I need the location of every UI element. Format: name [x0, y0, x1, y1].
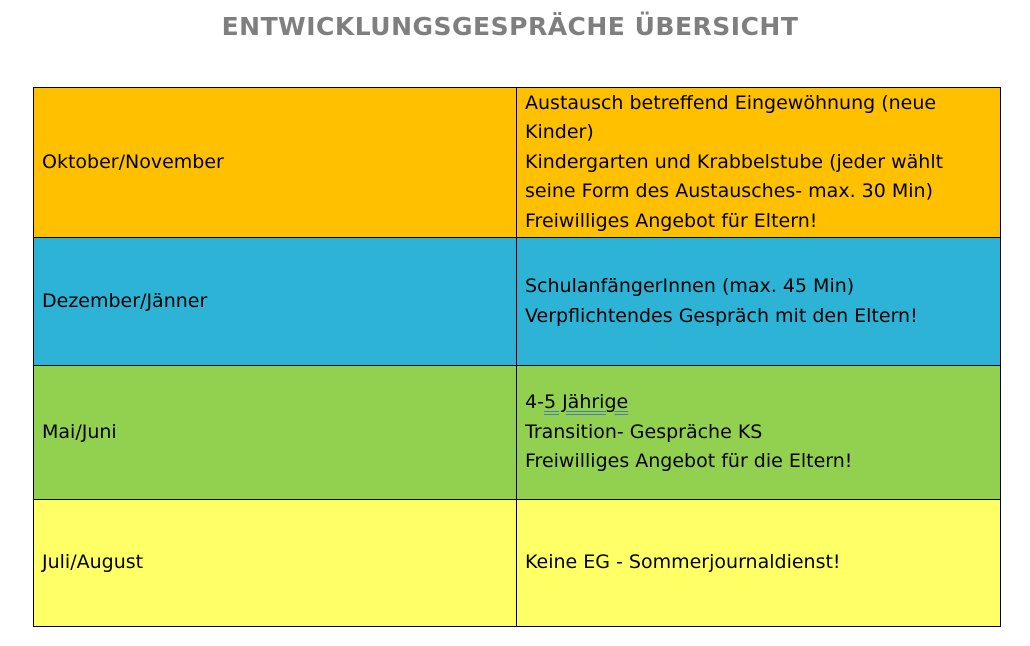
details-cell — [517, 500, 1001, 627]
schedule-table — [33, 87, 1001, 627]
table-row — [34, 500, 1001, 627]
details-cell — [517, 88, 1001, 238]
period-cell: Oktober/November — [34, 88, 517, 238]
detail-line: Austausch betreffend Eingewöhnung (neue Kinder) — [525, 91, 937, 144]
detail-line: Kindergarten und Krabbelstube (jeder wählt seine Form des Austausches- max. 30 Min) — [525, 150, 944, 203]
table-row — [34, 238, 1001, 366]
detail-line: Freiwilliges Angebot für die Eltern! — [525, 450, 853, 473]
details-cell — [517, 238, 1001, 366]
period-cell: Juli/August — [34, 500, 517, 627]
period-cell: Mai/Juni — [34, 366, 517, 500]
period-cell: Dezember/Jänner — [34, 238, 517, 366]
detail-line: Verpflichtendes Gespräch mit den Eltern! — [525, 304, 918, 327]
detail-line: Keine EG - Sommerjournaldienst! — [525, 551, 841, 574]
table-row — [34, 366, 1001, 500]
detail-line: Freiwilliges Angebot für Eltern! — [525, 209, 818, 232]
detail-line — [525, 388, 992, 418]
detail-underlined: 5 Jährige — [543, 391, 629, 414]
detail-line: SchulanfängerInnen (max. 45 Min) — [525, 275, 855, 297]
detail-line: Transition- Gespräche KS — [525, 420, 763, 443]
details-cell — [517, 366, 1001, 500]
detail-prefix: 4- — [525, 391, 544, 414]
table-row — [34, 88, 1001, 238]
page-title: ENTWICKLUNGSGESPRÄCHE ÜBERSICHT — [221, 12, 799, 41]
